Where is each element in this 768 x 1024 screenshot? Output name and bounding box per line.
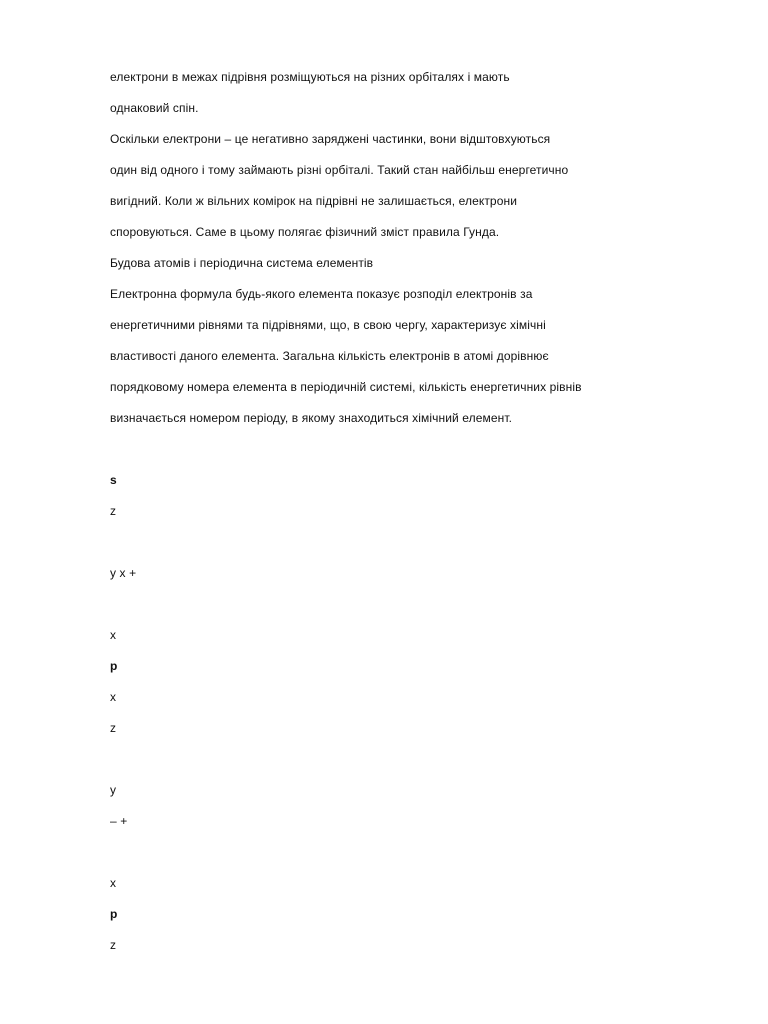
text-line: порядковому номера елемента в періодичній системі, кількість енергетичних рівнів — [110, 380, 582, 394]
axis-label-x: x — [110, 876, 117, 890]
text-line: один від одного і тому займають різні орбіталі. Такий стан найбільш енергетично — [110, 163, 569, 177]
text-line: Оскільки електрони – це негативно заряджені частинки, вони відштовхуються — [110, 132, 551, 146]
axis-label-z: z — [110, 938, 117, 952]
text-line: електрони в межах підрівня розміщуються на різних орбіталях і мають — [110, 70, 510, 84]
axis-label-x: x — [110, 628, 117, 642]
axis-label-y: y — [110, 783, 117, 797]
text-line: визначається номером періоду, в якому знаходиться хімічний елемент. — [110, 411, 513, 425]
orbital-label-s: s — [110, 473, 117, 487]
orbital-label-p: p — [110, 907, 118, 921]
axis-label-yx-plus: y x + — [110, 566, 137, 580]
text-line: однаковий спін. — [110, 101, 199, 115]
text-line: споровуються. Саме в цьому полягає фізичний зміст правила Гунда. — [110, 225, 500, 239]
text-line: властивості даного елемента. Загальна кількість електронів в атомі дорівнює — [110, 349, 549, 363]
text-line: вигідний. Коли ж вільних комірок на підрівні не залишається, електрони — [110, 194, 517, 208]
text-line: Електронна формула будь-якого елемента показує розподіл електронів за — [110, 287, 533, 301]
axis-label-z: z — [110, 721, 117, 735]
orbital-label-p: p — [110, 659, 118, 673]
axis-label-x: x — [110, 690, 117, 704]
section-heading: Будова атомів і періодична система елементів — [110, 256, 374, 270]
sign-label-minus-plus: – + — [110, 814, 128, 828]
axis-label-z: z — [110, 504, 117, 518]
text-line: енергетичними рівнями та підрівнями, що, в свою чергу, характеризує хімічні — [110, 318, 546, 332]
